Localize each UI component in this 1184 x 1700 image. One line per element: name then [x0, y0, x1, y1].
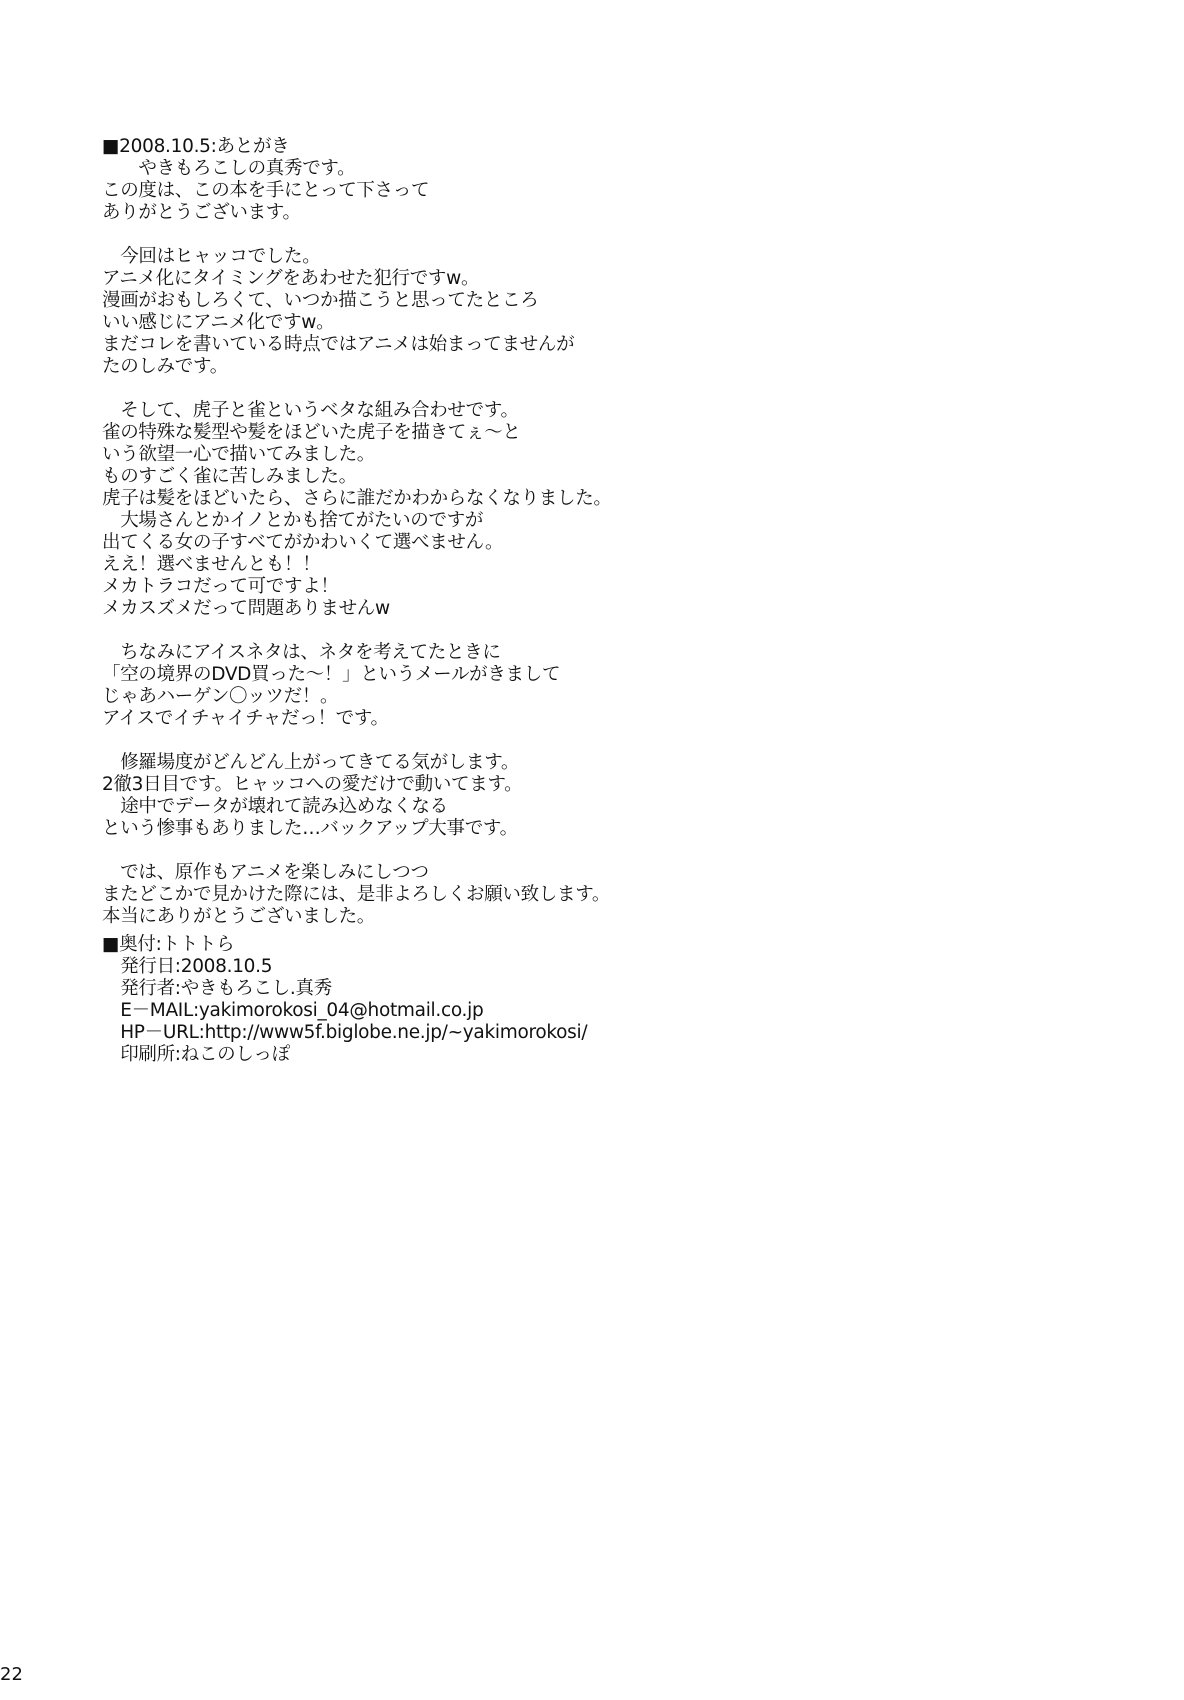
- afterword-line: メカスズメだって問題ありませんw: [102, 598, 390, 619]
- colophon-header: ■奥付:トトトら: [102, 934, 235, 955]
- colophon-printer: 印刷所:ねこのしっぽ: [102, 1044, 290, 1065]
- afterword-line: 「空の境界のDVD買った～！」というメールがきまして: [102, 664, 561, 685]
- afterword-section: [102, 136, 662, 928]
- colophon-issue-date: 発行日:2008.10.5: [102, 956, 273, 977]
- afterword-line: という惨事もありました…バックアップ大事です。: [102, 818, 518, 839]
- afterword-line: 出てくる女の子すべてがかわいくて選べません。: [102, 532, 504, 553]
- paragraph-gap: [102, 224, 662, 246]
- afterword-line: では、原作もアニメを楽しみにしつつ: [102, 862, 429, 883]
- afterword-line: アイスでイチャイチャだっ！です。: [102, 708, 389, 729]
- afterword-line: 今回はヒャッコでした。: [102, 246, 321, 267]
- afterword-line: アニメ化にタイミングをあわせた犯行ですw。: [102, 268, 480, 289]
- afterword-line: いい感じにアニメ化ですw。: [102, 312, 335, 333]
- afterword-line: ええ！選べませんとも！！: [102, 554, 321, 575]
- afterword-line: ものすごく雀に苦しみました。: [102, 466, 357, 487]
- afterword-line: 雀の特殊な髪型や髪をほどいた虎子を描きてぇ～と: [102, 422, 521, 443]
- page-number: 22: [0, 1664, 23, 1685]
- afterword-line: ちなみにアイスネタは、ネタを考えてたときに: [102, 642, 501, 663]
- afterword-line: メカトラコだって可ですよ！: [102, 576, 339, 597]
- afterword-line: 途中でデータが壊れて読み込めなくなる: [102, 796, 448, 817]
- afterword-line: 虎子は髪をほどいたら、さらに誰だかわからなくなりました。: [102, 488, 612, 509]
- afterword-line: 漫画がおもしろくて、いつか描こうと思ってたところ: [102, 290, 539, 311]
- colophon-publisher: 発行者:やきもろこし.真秀: [102, 978, 332, 999]
- afterword-line: まだコレを書いている時点ではアニメは始まってませんが: [102, 334, 575, 355]
- afterword-line: そして、虎子と雀というベタな組み合わせです。: [102, 400, 519, 421]
- afterword-line: 2徹3日目です。ヒャッコへの愛だけで動いてます。: [102, 774, 523, 795]
- afterword-line: いう欲望一心で描いてみました。: [102, 444, 376, 465]
- paragraph-gap: [102, 378, 662, 400]
- afterword-line: やきもろこしの真秀です。: [102, 158, 356, 179]
- afterword-header: ■2008.10.5:あとがき: [102, 136, 290, 157]
- afterword-line: 大場さんとかイノとかも捨てがたいのですが: [102, 510, 484, 531]
- afterword-line: ありがとうございます。: [102, 202, 301, 223]
- paragraph-gap: [102, 840, 662, 862]
- paragraph-gap: [102, 730, 662, 752]
- afterword-line: 修羅場度がどんどん上がってきてる気がします。: [102, 752, 520, 773]
- afterword-line: 本当にありがとうございました。: [102, 906, 376, 927]
- afterword-line: じゃあハーゲン〇ッツだ！。: [102, 686, 339, 707]
- colophon-url: HP－URL:http://www5f.biglobe.ne.jp/~yakimorokosi/: [102, 1022, 588, 1043]
- afterword-line: この度は、この本を手にとって下さって: [102, 180, 430, 201]
- colophon-section: [102, 934, 702, 1066]
- afterword-line: たのしみです。: [102, 356, 228, 377]
- colophon-email: E－MAIL:yakimorokosi_04@hotmail.co.jp: [102, 1000, 484, 1021]
- paragraph-gap: [102, 620, 662, 642]
- afterword-line: またどこかで見かけた際には、是非よろしくお願い致します。: [102, 884, 611, 905]
